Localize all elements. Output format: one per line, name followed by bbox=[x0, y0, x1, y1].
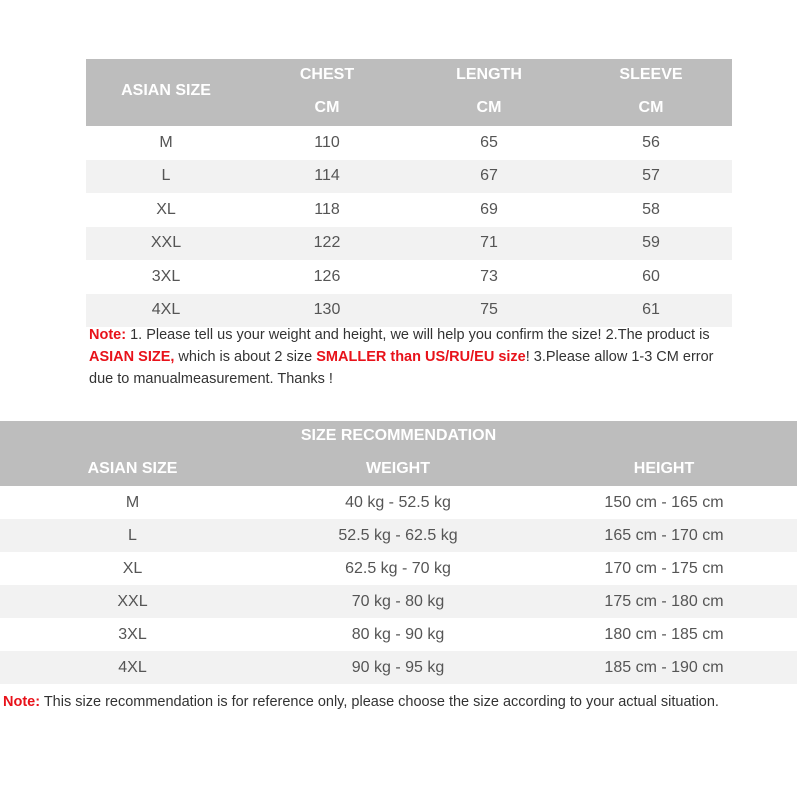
size-recommendation-table bbox=[0, 421, 797, 684]
length-cell: 69 bbox=[480, 200, 498, 218]
chest-cell: 110 bbox=[314, 133, 340, 151]
size-chart-note bbox=[89, 324, 729, 390]
table-row bbox=[86, 193, 732, 227]
header-length-unit: CM bbox=[476, 99, 502, 116]
size-cell: L bbox=[161, 167, 171, 185]
height-cell: 165 cm - 170 cm bbox=[604, 526, 724, 544]
note-text: 1. Please tell us your weight and height, we will help you confirm the size! 2.The product is bbox=[126, 327, 710, 343]
weight-cell: 62.5 kg - 70 kg bbox=[345, 559, 451, 577]
size-cell: XXL bbox=[117, 592, 148, 610]
note-highlight-smaller: SMALLER than US/RU/EU size bbox=[316, 349, 526, 365]
header-asian-size: ASIAN SIZE bbox=[87, 460, 178, 477]
size-recommendation-note bbox=[3, 692, 773, 713]
header-asian-size: ASIAN SIZE bbox=[121, 82, 211, 99]
note-label: Note: bbox=[89, 327, 127, 343]
table-row bbox=[86, 227, 732, 261]
header-sleeve-unit: CM bbox=[638, 99, 664, 116]
weight-cell: 70 kg - 80 kg bbox=[351, 592, 445, 610]
length-cell: 65 bbox=[480, 133, 498, 151]
size-recommendation-header bbox=[0, 421, 797, 486]
chest-cell: 118 bbox=[314, 200, 340, 218]
table-row bbox=[86, 160, 732, 194]
sleeve-cell: 60 bbox=[642, 267, 660, 285]
sleeve-cell: 56 bbox=[642, 133, 660, 151]
weight-cell: 52.5 kg - 62.5 kg bbox=[338, 526, 458, 544]
table-row bbox=[0, 552, 797, 585]
length-cell: 75 bbox=[480, 301, 498, 319]
height-cell: 170 cm - 175 cm bbox=[604, 559, 724, 577]
size-cell: XL bbox=[122, 559, 143, 577]
size-cell: 3XL bbox=[118, 625, 147, 643]
note-label: Note: bbox=[3, 694, 41, 710]
table-row bbox=[0, 519, 797, 552]
length-cell: 71 bbox=[480, 234, 498, 252]
sleeve-cell: 58 bbox=[642, 200, 660, 218]
weight-cell: 90 kg - 95 kg bbox=[351, 658, 445, 676]
header-length: LENGTH bbox=[456, 66, 522, 83]
table-row bbox=[0, 651, 797, 684]
size-cell: XL bbox=[156, 200, 176, 218]
weight-cell: 40 kg - 52.5 kg bbox=[345, 493, 451, 511]
table-row bbox=[0, 486, 797, 519]
height-cell: 175 cm - 180 cm bbox=[604, 592, 724, 610]
table-row bbox=[86, 294, 732, 328]
chest-cell: 122 bbox=[313, 234, 341, 252]
length-cell: 67 bbox=[480, 167, 498, 185]
size-chart-header bbox=[86, 59, 732, 126]
table-row bbox=[0, 585, 797, 618]
size-cell: 4XL bbox=[151, 301, 181, 319]
header-sleeve: SLEEVE bbox=[619, 66, 683, 83]
note-text: This size recommendation is for reference only, please choose the size according to your actual situation. bbox=[40, 694, 719, 710]
chest-cell: 130 bbox=[313, 301, 341, 319]
recommendation-title: SIZE RECOMMENDATION bbox=[300, 427, 497, 444]
sleeve-cell: 59 bbox=[642, 234, 660, 252]
header-weight: WEIGHT bbox=[366, 460, 430, 477]
size-cell: 3XL bbox=[151, 267, 181, 285]
weight-cell: 80 kg - 90 kg bbox=[351, 625, 445, 643]
height-cell: 150 cm - 165 cm bbox=[604, 493, 724, 511]
size-cell: M bbox=[159, 133, 173, 151]
height-cell: 185 cm - 190 cm bbox=[604, 658, 724, 676]
table-row bbox=[86, 260, 732, 294]
chest-cell: 126 bbox=[313, 267, 341, 285]
note-text: ! 3.Please allow 1-3 CM error due to manualmeasurement. Thanks ! bbox=[89, 349, 714, 387]
length-cell: 73 bbox=[480, 267, 498, 285]
header-height: HEIGHT bbox=[633, 460, 695, 477]
sleeve-cell: 61 bbox=[642, 301, 660, 319]
size-chart-table bbox=[86, 59, 732, 327]
sleeve-cell: 57 bbox=[642, 167, 660, 185]
height-cell: 180 cm - 185 cm bbox=[604, 625, 724, 643]
note-highlight-asian-size: ASIAN SIZE, bbox=[89, 349, 175, 365]
size-cell: XXL bbox=[150, 234, 182, 252]
size-cell: M bbox=[125, 493, 140, 511]
table-row bbox=[0, 618, 797, 651]
header-chest-unit: CM bbox=[314, 99, 340, 116]
note-text: which is about 2 size bbox=[174, 349, 317, 365]
header-chest: CHEST bbox=[299, 66, 355, 83]
size-cell: 4XL bbox=[118, 658, 147, 676]
chest-cell: 114 bbox=[314, 167, 340, 185]
table-row bbox=[86, 126, 732, 160]
size-cell: L bbox=[128, 526, 137, 544]
